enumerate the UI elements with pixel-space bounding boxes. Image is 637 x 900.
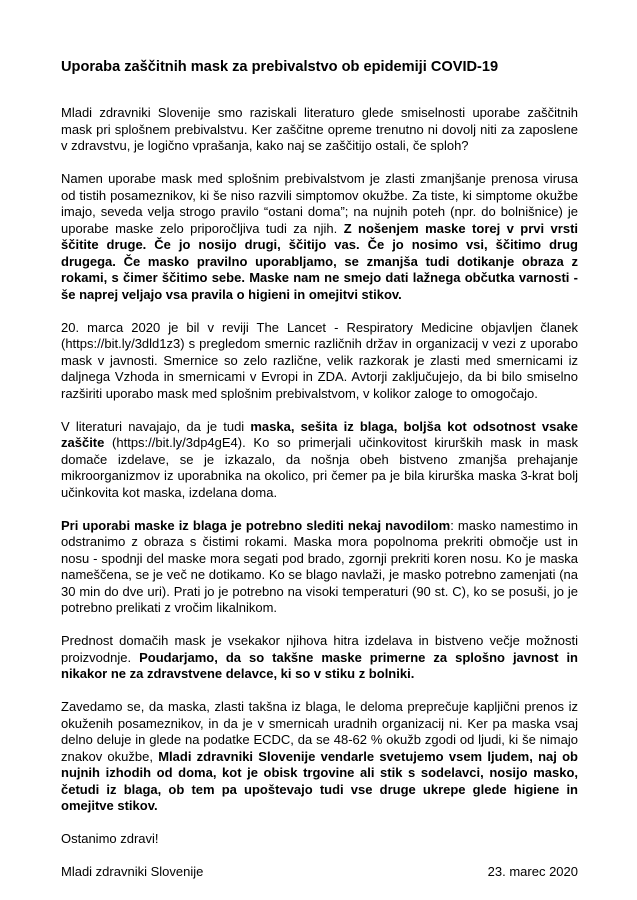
text-run: V literaturi navajajo, da je tudi	[61, 418, 251, 434]
document-body	[61, 105, 578, 848]
paragraph	[61, 105, 578, 155]
bold-text-run: Pri uporabi maske iz blaga je potrebno slediti nekaj navodilom	[61, 517, 451, 533]
text-run: (https://bit.ly/3dp4gE4). Ko so primerjali učinkovitost kirurških mask in mask domače izdelave, se je izkazalo, da nošnja obeh bistveno zmanjša prehajanje mikroorganizmov iz uporabnika na okolico, pri čemer pa je bila kirurška maska 3-krat bolj učinkovita kot maska, izdelana doma.	[61, 435, 578, 500]
text-run: Namen uporabe mask med splošnim prebivalstvom je zlasti zmanjšanje prenosa virusa od tistih posameznikov, ki še niso razvili simptomov okužbe. Za tiste, ki simptome okužbe imajo, seveda velja strogo pravilo “ostani doma”; na nujnih poteh (npr. do bolnišnice) je uporabe maske zelo priporočljiva tudi za njih.	[61, 171, 578, 236]
paragraph	[61, 518, 578, 617]
text-run: : masko namestimo in odstranimo z obraza s čistimi rokami. Maska mora popolnoma prekriti območje ust in nosu - spodnji del maske mora segati pod brado, zgornji prekriti koren nosu. Ko je maska nameščena, se je več ne dotikamo. Ko se blago navlaži, je masko potrebno zamenjati (na 30 min do dve uri). Prati jo je potrebno na visoki temperaturi (90 st. C), ko se posuši, jo je potrebno prelikati z vročim likalnikom.	[61, 517, 578, 615]
paragraph	[61, 831, 578, 848]
document-title: Uporaba zaščitnih mask za prebivalstvo ob epidemiji COVID-19	[61, 59, 499, 75]
text-run: Ostanimo zdravi!	[61, 831, 159, 846]
footer-author: Mladi zdravniki Slovenije	[61, 864, 204, 879]
text-run: Zavedamo se, da maska, zlasti takšna iz blaga, le deloma preprečuje kapljični prenos iz okuženih posameznikov, in da je v smernicah uradnih organizacij ni. Ker pa maska vsaj delno deluje in glede na podatke ECDC, da se 48-62 % okužb zgodi od ljudi, ki še nimajo znakov okužbe,	[61, 699, 578, 764]
bold-text-run: maska, sešita iz blaga, boljša kot odsotnost vsake zaščite	[61, 418, 579, 450]
bold-text-run: Z nošenjem maske torej v prvi vrsti ščitite druge. Če jo nosijo drugi, ščitijo vas. Če jo nosimo vsi, ščitimo drug drugega. Če masko pravilno uporabljamo, se zmanjša tudi dotikanje obraza z rokami, s čimer ščitimo sebe. Maske nam ne smejo dati lažnega občutka varnosti - še naprej veljajo vsa pravila o higieni in omejitvi stikov.	[61, 220, 579, 302]
text-run: 20. marca 2020 je bil v reviji The Lancet - Respiratory Medicine objavljen članek (https://bit.ly/3dld1z3) s pregledom smernic različnih držav in organizacij v vezi z uporabo mask v javnosti. Smernice so zelo različne, velik razkorak je zlasti med smernicami iz daljnega Vzhoda in smernicami v Evropi in ZDA. Avtorji zaključujejo, da bi bilo smiselno razširiti uporabo mask med splošnim prebivalstvom, v kolikor zaloge to omogočajo.	[61, 319, 578, 401]
document-footer	[61, 864, 578, 881]
paragraph	[61, 699, 578, 815]
footer-date: 23. marec 2020	[487, 864, 578, 879]
paragraph	[61, 633, 578, 683]
paragraph	[61, 320, 578, 403]
bold-text-run: Poudarjamo, da so takšne maske primerne za splošno javnost in nikakor ne za zdravstvene delavce, ki so v stiku z bolniki.	[61, 649, 578, 681]
text-run: Prednost domačih mask je vsekakor njihova hitra izdelava in bistveno večje možnosti proizvodnje.	[61, 633, 578, 665]
paragraph	[61, 419, 578, 502]
paragraph	[61, 171, 578, 303]
text-run: Mladi zdravniki Slovenije smo raziskali literaturo glede smiselnosti uporabe zaščitnih mask pri splošnem prebivalstvu. Ker zaščitne opreme trenutno ni dovolj niti za zaposlene v zdravstvu, je logično vprašanja, kako naj se zaščitijo ostali, če sploh?	[61, 105, 578, 153]
bold-text-run: Mladi zdravniki Slovenije vendarle svetujemo vsem ljudem, naj ob nujnih izhodih od doma, kot je obisk trgovine ali stik s sodelavci, nosijo masko, četudi iz blaga, ob tem pa upoštevajo tudi vse druge ukrepe glede higiene in omejitve stikov.	[61, 748, 579, 813]
